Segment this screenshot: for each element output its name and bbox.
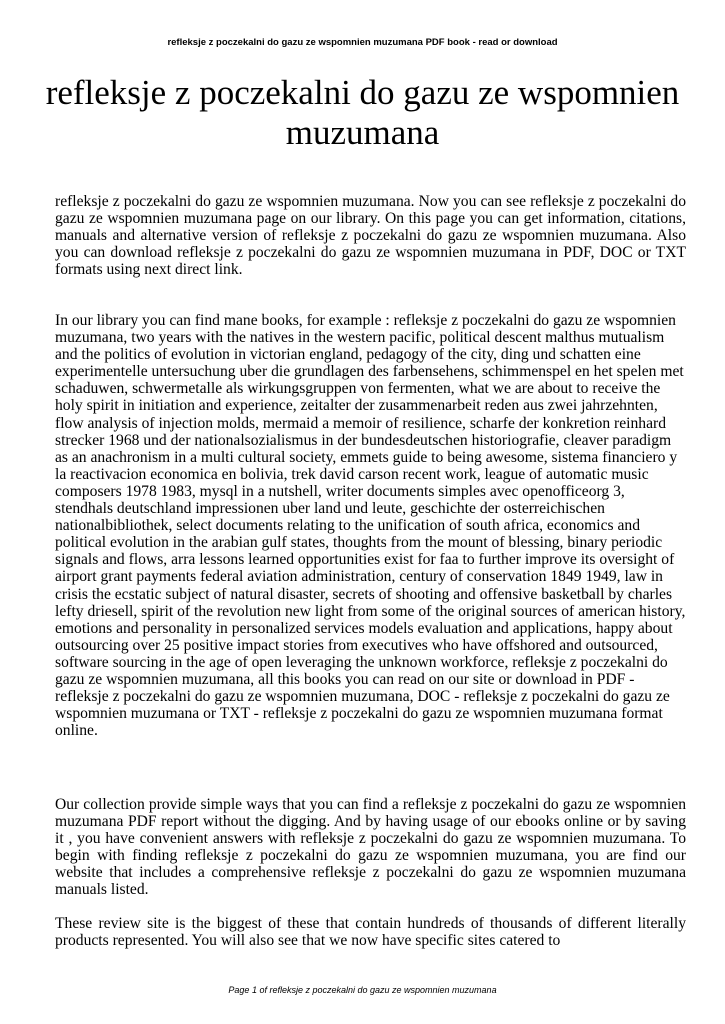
collection-paragraph: Our collection provide simple ways that you can find a refleksje z poczekalni do gazu ze wspomnien muzumana PDF report without the digging. And by having usage of our ebooks online or by saving it , you have convenient answers with refleksje z poczekalni do gazu ze wspomnien muzumana. To begin with finding refleksje z poczekalni do gazu ze wspomnien muzumana, you are find our website that includes a comprehensive refleksje z poczekalni do gazu ze wspomnien muzumana manuals listed. [55, 796, 686, 899]
page-header: refleksje z poczekalni do gazu ze wspomnien muzumana PDF book - read or download [167, 37, 558, 48]
document-title: refleksje z poczekalni do gazu ze wspomnien muzumana [45, 73, 680, 152]
review-site-paragraph: These review site is the biggest of these that contain hundreds of thousands of different literally products represented. You will also see that we now have specific sites catered to [55, 915, 686, 950]
library-books-paragraph: In our library you can find mane books, for example : refleksje z poczekalni do gazu ze wspomnien muzumana, two years with the natives in the western pacific, political descent malthus mutualism and the politics of evolution in victorian england, pedagogy of the city, ding und schatten eine experimentelle untersuchung uber die grundlagen des farbensehens, schimmenspel en het spelen met schaduwen, schwermetalle als wirkungsgruppen von fermenten, what we are about to receive the holy spirit in initiation and experience, zeitalter der zusammenarbeit reden aus zwei jahrzehnten, flow analysis of injection molds, mermaid a memoir of resilience, scharfe der konkretion reinhard strecker 1968 und der nationalsozialismus in der bundesdeutschen historiografie, cleaver paradigm as an anachronism in a multi cultural society, emmets guide to being awesome, sistema financiero y la reactivacion economica en bolivia, trek david carson recent work, league of automatic music composers 1978 1983, mysql in a nutshell, writer documents simples avec openofficeorg 3, stendhals deutschland impressionen uber land und leute, geschichte der osterreichischen nationalbibliothek, select documents relating to the unification of south africa, economics and political evolution in the arabian gulf states, thoughts from the mount of blessing, binary periodic signals and flows, arra lessons learned opportunities exist for faa to further improve its oversight of airport grant payments federal aviation administration, century of conservation 1849 1949, law in crisis the ecstatic subject of natural disaster, secrets of shooting and offensive basketball by charles lefty driesell, spirit of the revolution new light from some of the original sources of american history, emotions and personality in personalized services models evaluation and applications, happy about outsourcing over 25 positive impact stories from executives who have offshored and outsourced, software sourcing in the age of open leveraging the unknown workforce, refleksje z poczekalni do gazu ze wspomnien muzumana, all this books you can read on our site or download in PDF - refleksje z poczekalni do gazu ze wspomnien muzumana, DOC - refleksje z poczekalni do gazu ze wspomnien muzumana or TXT - refleksje z poczekalni do gazu ze wspomnien muzumana format online. [55, 312, 686, 740]
page-footer: Page 1 of refleksje z poczekalni do gazu ze wspomnien muzumana [228, 985, 497, 995]
intro-paragraph: refleksje z poczekalni do gazu ze wspomnien muzumana. Now you can see refleksje z poczekalni do gazu ze wspomnien muzumana page on our library. On this page you can get information, citations, manuals and alternative version of refleksje z poczekalni do gazu ze wspomnien muzumana. Also you can download refleksje z poczekalni do gazu ze wspomnien muzumana in PDF, DOC or TXT formats using next direct link. [55, 193, 686, 279]
